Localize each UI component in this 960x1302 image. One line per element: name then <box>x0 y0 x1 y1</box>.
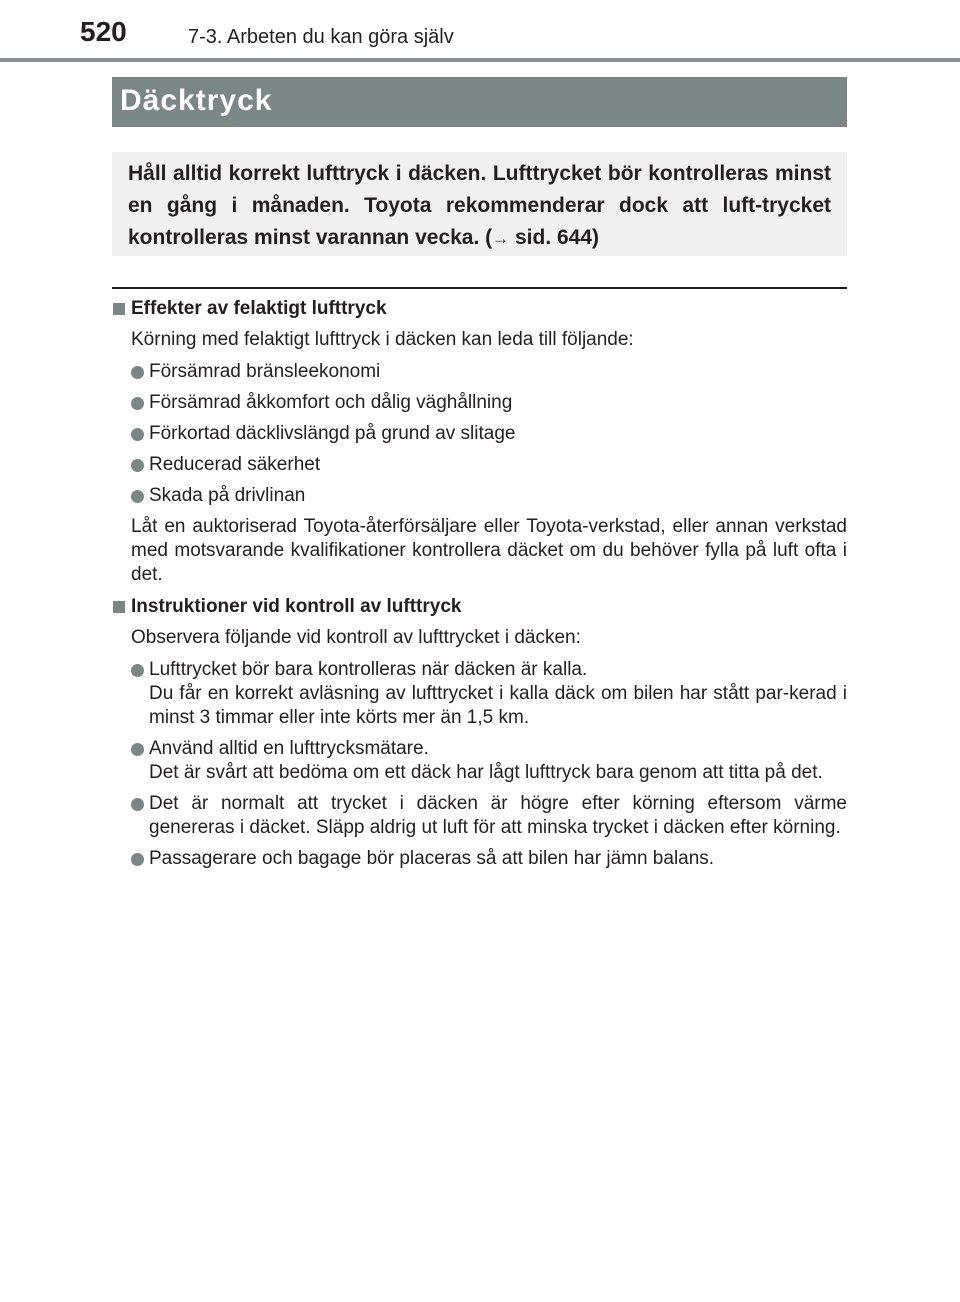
list-item-text: Försämrad åkkomfort och dålig väghållning <box>149 392 513 413</box>
subheading-text: Instruktioner vid kontroll av lufttryck <box>131 596 462 617</box>
section-divider <box>112 287 847 289</box>
circle-bullet-icon <box>131 428 144 441</box>
circle-bullet-icon <box>131 743 144 756</box>
circle-bullet-icon <box>131 853 144 866</box>
list-item-text: Skada på drivlinan <box>149 485 306 506</box>
paragraph-lead: Observera följande vid kontroll av lufttrycket i däcken: <box>131 627 581 648</box>
square-bullet-icon <box>113 303 125 315</box>
arrow-right-icon: → <box>492 229 510 248</box>
list-item-text: Använd alltid en lufttrycksmätare. <box>149 738 429 759</box>
intro-body: Håll alltid korrekt lufttryck i däcken. Lufttrycket bör kontrolleras minst en gång i månaden. Toyota rekommenderar dock att luft-trycket kontrolleras minst varannan vecka. ( <box>128 162 831 249</box>
list-item <box>131 847 847 871</box>
list-item-text: Förkortad däcklivslängd på grund av slitage <box>149 423 516 444</box>
section-title: Däcktryck <box>120 84 273 117</box>
list-item <box>131 453 847 477</box>
list-item-note: Det är svårt att bedöma om ett däck har lågt lufttryck bara genom att titta på det. <box>149 762 823 783</box>
intro-text <box>128 158 831 255</box>
list-item <box>131 484 847 508</box>
chapter-title: 7-3. Arbeten du kan göra själv <box>188 26 454 48</box>
content <box>112 297 847 878</box>
list-item <box>131 658 847 730</box>
list-item <box>131 422 847 446</box>
list-item-text: Passagerare och bagage bör placeras så att bilen har jämn balans. <box>149 848 715 869</box>
list-item-text: Försämrad bränsleekonomi <box>149 361 381 382</box>
list-item <box>131 391 847 415</box>
list-item <box>131 737 847 785</box>
section-title-bar <box>112 77 847 127</box>
circle-bullet-icon <box>131 366 144 379</box>
subheading-effects <box>112 297 847 321</box>
list-item-text: Lufttrycket bör bara kontrolleras när däcken är kalla. <box>149 659 588 680</box>
circle-bullet-icon <box>131 490 144 503</box>
page-header <box>0 0 960 62</box>
paragraph-tail: Låt en auktoriserad Toyota-återförsäljare eller Toyota-verkstad, eller annan verkstad med motsvarande kvalifikationer kontrollera däcket om du behöver fylla på luft ofta i det. <box>131 516 847 585</box>
circle-bullet-icon <box>131 397 144 410</box>
circle-bullet-icon <box>131 664 144 677</box>
circle-bullet-icon <box>131 798 144 811</box>
list-item <box>131 360 847 384</box>
intro-page-ref[interactable]: sid. 644) <box>509 226 600 249</box>
intro-box <box>112 152 847 256</box>
list-item-text: Det är normalt att trycket i däcken är högre efter körning eftersom värme genereras i däcket. Släpp aldrig ut luft för att minska trycket i däcken efter körning. <box>149 793 847 838</box>
list-item <box>131 792 847 840</box>
list-item-text: Reducerad säkerhet <box>149 454 321 475</box>
subheading-text: Effekter av felaktigt lufttryck <box>131 298 387 319</box>
square-bullet-icon <box>113 601 125 613</box>
circle-bullet-icon <box>131 459 144 472</box>
subheading-instructions <box>112 595 847 619</box>
header-rule <box>0 58 960 62</box>
list-item-note: Du får en korrekt avläsning av lufttrycket i kalla däck om bilen har stått par-kerad i minst 3 timmar eller inte körts mer än 1,5 km. <box>149 683 847 728</box>
paragraph-lead: Körning med felaktigt lufttryck i däcken kan leda till följande: <box>131 329 634 350</box>
page-number: 520 <box>80 16 127 47</box>
